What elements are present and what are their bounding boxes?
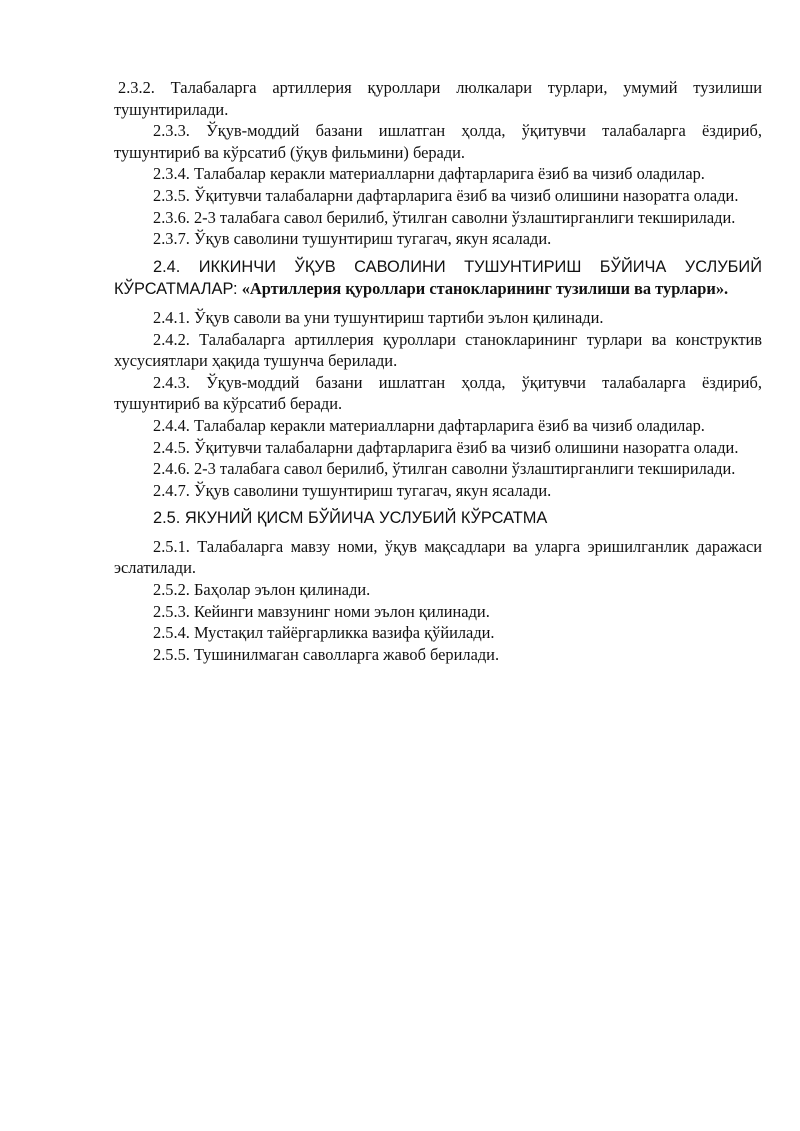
paragraph-2-5-1: 2.5.1. Талабаларга мавзу номи, ўқув мақсадлари ва уларга эришилганлик даражаси эслатилади.	[114, 536, 762, 578]
paragraph-2-3-5: 2.3.5. Ўқитувчи талабаларни дафтарларига ёзиб ва чизиб олишини назоратга олади.	[153, 185, 739, 205]
section-2-4-topic: «Артиллерия қуроллари станокларининг тузилиши ва турлари».	[241, 279, 729, 299]
paragraph-2-4-6: 2.4.6. 2-3 талабага савол берилиб, ўтилган саволни ўзлаштирганлиги текширилади.	[153, 459, 736, 479]
section-2-5-heading	[114, 507, 762, 530]
paragraph-2-3-2: 2.3.2. Талабаларга артиллерия қуроллари люлкалари турлари, умумий тузилиши тушунтирилади.	[114, 78, 762, 119]
paragraph-2-4-7: 2.4.7. Ўқув саволини тушунтириш тугагач, якун ясалади.	[153, 480, 552, 500]
paragraph-2-4-3: 2.4.3. Ўқув-моддий базани ишлатган ҳолда, ўқитувчи талабаларга ёздириб, тушунтириб ва кўрсатиб беради.	[114, 372, 762, 414]
paragraph-2-4-5: 2.4.5. Ўқитувчи талабаларни дафтарларига ёзиб ва чизиб олишини назоратга олади.	[153, 437, 739, 457]
paragraph-2-5-3: 2.5.3. Кейинги мавзунинг номи эълон қилинади.	[153, 601, 490, 621]
section-2-5-title: 2.5. ЯКУНИЙ ҚИСМ БЎЙИЧА УСЛУБИЙ КЎРСАТМА	[153, 509, 548, 528]
paragraph-2-3-6: 2.3.6. 2-3 талабага савол берилиб, ўтилган саволни ўзлаштирганлиги текширилади.	[153, 207, 736, 227]
paragraph-2-3-4: 2.3.4. Талабалар керакли материалларни дафтарларига ёзиб ва чизиб оладилар.	[153, 164, 705, 184]
paragraph-2-4-4: 2.4.4. Талабалар керакли материалларни дафтарларига ёзиб ва чизиб оладилар.	[153, 415, 705, 435]
paragraph-2-4-2: 2.4.2. Талабаларга артиллерия қуроллари станокларининг турлари ва конструктив хусусиятлари ҳақида тушунча берилади.	[114, 329, 762, 371]
paragraph-2-4-1: 2.4.1. Ўқув саволи ва уни тушунтириш тартиби эълон қилинади.	[153, 307, 604, 327]
paragraph-2-3-7: 2.3.7. Ўқув саволини тушунтириш тугагач, якун ясалади.	[153, 229, 552, 249]
document-body	[114, 77, 762, 665]
paragraph-2-5-4: 2.5.4. Мустақил тайёргарликка вазифа қўйилади.	[153, 623, 495, 643]
section-2-4-heading	[114, 256, 762, 301]
paragraph-2-3-3: 2.3.3. Ўқув-моддий базани ишлатган ҳолда, ўқитувчи талабаларга ёздириб, тушунтириб ва кўрсатиб (ўқув фильмини) беради.	[114, 121, 762, 162]
paragraph-2-5-5: 2.5.5. Тушинилмаган саволларга жавоб берилади.	[153, 644, 500, 664]
section-2-4-title: 2.4. ИККИНЧИ ЎҚУВ САВОЛИНИ ТУШУНТИРИШ БЎЙИЧА УСЛУБИЙ КЎРСАТМАЛАР:	[114, 257, 762, 299]
paragraph-2-5-2: 2.5.2. Баҳолар эълон қилинади.	[153, 580, 371, 600]
